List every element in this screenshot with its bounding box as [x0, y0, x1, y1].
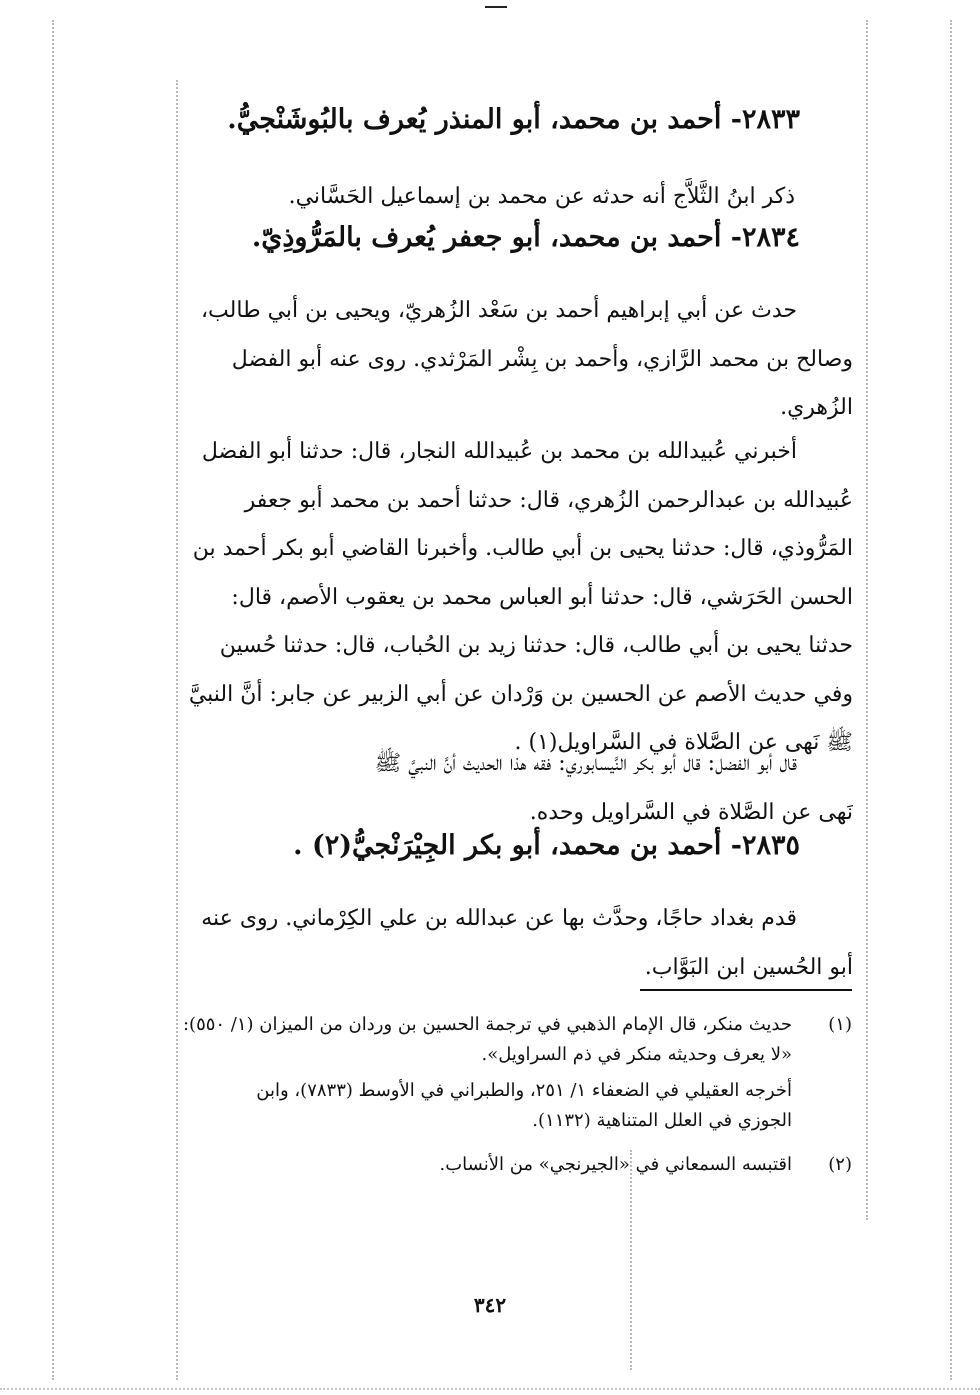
entry-2833-heading: ٢٨٣٣- أحمد بن محمد، أبو المنذر يُعرف بالبُوشَنْجيُّ. — [227, 104, 800, 135]
footnote-number: (٢) — [828, 1154, 852, 1175]
paragraph-line: وصالح بن محمد الرَّازي، وأحمد بن بِشْر المَرْثدي. روى عنه أبو الفضل — [231, 346, 853, 372]
paragraph-line: المَرُّوذي، قال: حدثنا يحيى بن أبي طالب. وأخبرنا القاضي أبو بكر أحمد بن — [192, 536, 853, 561]
paragraph-line: نَهى عن الصَّلاة في السَّراويل وحده. — [529, 799, 853, 825]
footnote-2 — [140, 1150, 852, 1180]
paragraph-line: قدم بغداد حاجًا، وحدَّث بها عن عبدالله بن علي الكِرْماني. روى عنه — [201, 906, 797, 931]
scan-guide-line — [630, 1150, 632, 1370]
footnote-line: حديث منكر، قال الإمام الذهبي في ترجمة الحسين بن وردان من الميزان (١/ ٥٥٠): — [182, 1014, 792, 1035]
footnote-line: الجوزي في العلل المتناهية (١١٣٢). — [532, 1110, 792, 1131]
footnote-row — [140, 1010, 852, 1040]
paragraph-line: ﷺ نَهى عن الصَّلاة في السَّراويل(١) . — [514, 730, 853, 755]
paragraph-line: حدثنا يحيى بن أبي طالب، قال: حدثنا زيد بن الحُباب، قال: حدثنا حُسين — [219, 633, 853, 658]
footnote-line: أخرجه العقيلي في الضعفاء ١/ ٢٥١، والطبراني في الأوسط (٧٨٣٣)، وابن — [256, 1080, 792, 1101]
scan-guide-line — [950, 20, 952, 1380]
paragraph-line: حدث عن أبي إبراهيم أحمد بن سَعْد الزُهريّ، ويحيى بن أبي طالب، — [200, 298, 797, 323]
entry-2834-paragraph-2 — [145, 428, 853, 768]
entry-2834-paragraph-1 — [145, 287, 853, 433]
footnote-row — [140, 1150, 852, 1180]
footnote-row — [140, 1076, 852, 1106]
paragraph-line: الحسن الحَرَشي، قال: حدثنا أبو العباس محمد بن يعقوب الأصم، قال: — [231, 584, 853, 610]
footnote-line: «لا يعرف وحديثه منكر في ذم السراويل». — [481, 1044, 792, 1065]
footnote-separator — [640, 989, 852, 991]
scan-guide-line — [52, 20, 54, 1380]
paragraph-line: عُبيدالله بن عبدالرحمن الزُهري، قال: حدثنا أحمد بن محمد أبو جعفر — [244, 487, 853, 513]
entry-2835-paragraph-1 — [145, 895, 853, 992]
top-scan-mark — [485, 6, 507, 8]
entry-2834-paragraph-3 — [145, 740, 853, 837]
footnote-line: اقتبسه السمعاني في «الجيرنجي» من الأنساب. — [439, 1154, 792, 1175]
scan-guide-line — [866, 20, 868, 1220]
paragraph-line: أبو الحُسين ابن البَوَّاب. — [644, 954, 853, 980]
footnote-row — [140, 1106, 852, 1136]
entry-2835-heading: ٢٨٣٥- أحمد بن محمد، أبو بكر الجِيْرَنْجيُّ(٢) . — [293, 830, 800, 861]
paragraph-line: قال أبو الفضل: قال أبو بكر النَّيسابوري: فقه هذا الحديث أنَّ النبيَّ ﷺ — [374, 751, 797, 776]
entry-2834-heading: ٢٨٣٤- أحمد بن محمد، أبو جعفر يُعرف بالمَرُّوذِيّ. — [251, 222, 800, 253]
entry-2833-text: ذكر ابنُ الثَّلاَّج أنه حدثه عن محمد بن إسماعيل الحَسَّاني. — [288, 184, 795, 209]
footnote-row — [140, 1040, 852, 1070]
scan-guide-line — [0, 1388, 980, 1390]
footnote-number: (١) — [828, 1014, 852, 1035]
footnote-1 — [140, 1010, 852, 1136]
paragraph-line: وفي حديث الأصم عن الحسين بن وَرْدان عن أبي الزبير عن جابر: أنَّ النبيَّ — [188, 681, 853, 707]
paragraph-line: أخبرني عُبيدالله بن محمد بن عُبيدالله النجار، قال: حدثنا أبو الفضل — [201, 439, 797, 464]
page-number: ٣٤٢ — [473, 1293, 507, 1317]
paragraph-line: الزُهري. — [780, 395, 853, 420]
